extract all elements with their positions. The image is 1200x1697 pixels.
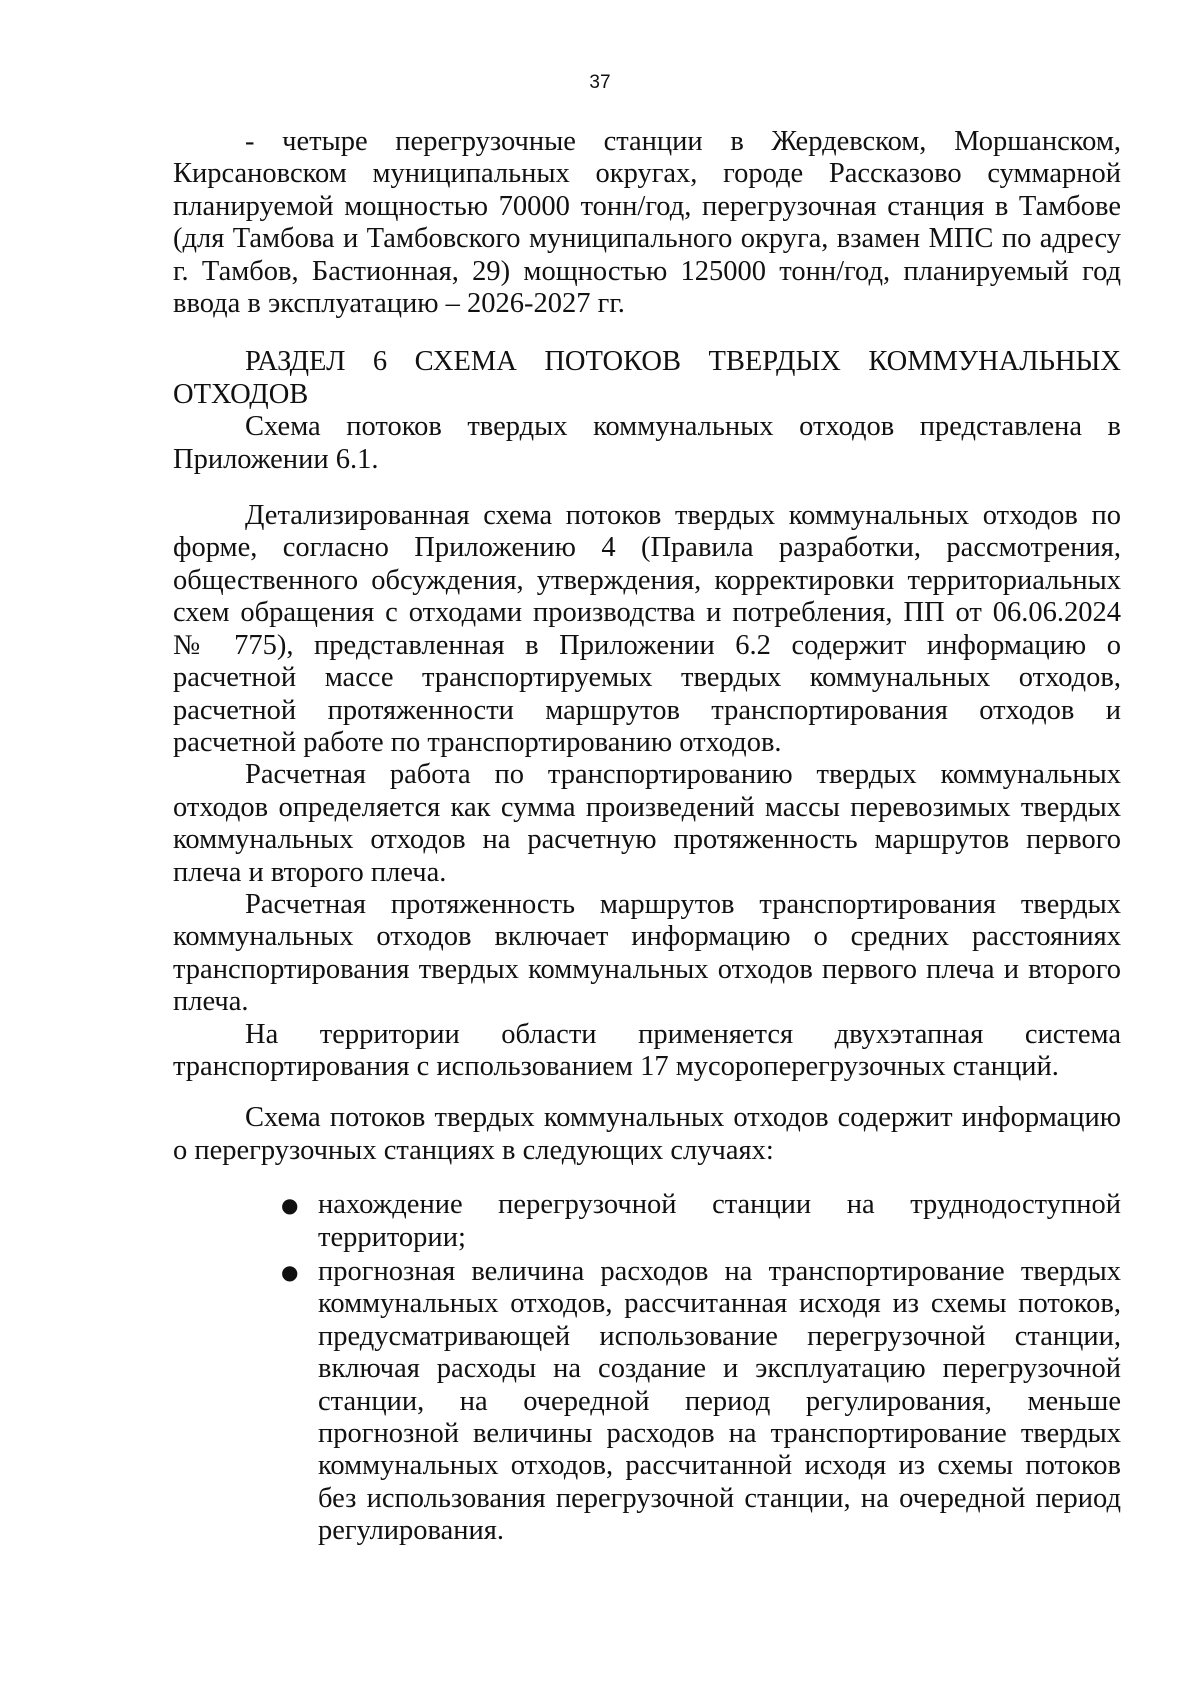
list-item-text: прогнозная величина расходов на транспортирование твердых коммунальных отходов, рассчитанная исходя из схемы потоков, предусматривающей использование перегрузочной станции, включая расходы на создание и эксплуатацию перегрузочной станции, на очередной период регулирования, меньше прогнозной величины расходов на транспортирование твердых коммунальных отходов, рассчитанной исходя из схемы потоков без использования перегрузочной станции, на очередной период регулирования. (318, 1256, 1121, 1547)
paragraph-calculated-work: Расчетная работа по транспортированию твердых коммунальных отходов определяется как сумма произведений массы перевозимых твердых коммунальных отходов на расчетную протяженность маршрутов первого плеча и второго плеча. (173, 759, 1121, 888)
section-heading: РАЗДЕЛ 6 СХЕМА ПОТОКОВ ТВЕРДЫХ КОММУНАЛЬНЫХ ОТХОДОВ (173, 346, 1121, 410)
paragraph-detailed-scheme: Детализированная схема потоков твердых коммунальных отходов по форме, согласно Приложению 4 (Правила разработки, рассмотрения, общественного обсуждения, утверждения, корректировки территориальных схем обращения с отходами производства и потребления, ПП от 06.06.2024 № 775), представленная в Приложении 6.2 содержит информацию о расчетной массе транспортируемых твердых коммунальных отходов, расчетной протяженности маршрутов транспортирования отходов и расчетной работе по транспортированию отходов. (173, 500, 1121, 758)
paragraph-scheme-intro: Схема потоков твердых коммунальных отходов представлена в Приложении 6.1. (173, 411, 1121, 475)
page-number: 37 (589, 72, 611, 93)
bullet-icon: ● (281, 1193, 299, 1218)
paragraph-two-stage-system: На территории области применяется двухэтапная система транспортирования с использованием 17 мусороперегрузочных станций. (173, 1018, 1121, 1082)
page-content (173, 126, 1121, 1548)
paragraph-calculated-length: Расчетная протяженность маршрутов транспортирования твердых коммунальных отходов включает информацию о средних расстояниях транспортирования твердых коммунальных отходов первого плеча и второго плеча. (173, 888, 1121, 1018)
bullet-icon: ● (281, 1260, 299, 1284)
paragraph-transfer-stations: - четыре перегрузочные станции в Жердевском, Моршанском, Кирсановском муниципальных округах, городе Рассказово суммарной планируемой мощностью 70000 тонн/год, перегрузочная станция в Тамбове (для Тамбова и Тамбовского муниципального округа, взамен МПС по адресу г. Тамбов, Бастионная, 29) мощностью 125000 тонн/год, планируемый год ввода в эксплуатацию – 2026-2027 гг. (173, 126, 1121, 320)
list-item-text: нахождение перегрузочной станции на труднодоступной территории; (318, 1189, 1121, 1253)
list-item (173, 1189, 1121, 1254)
list-item (173, 1256, 1121, 1548)
paragraph-cases-intro: Схема потоков твердых коммунальных отходов содержит информацию о перегрузочных станциях в следующих случаях: (173, 1102, 1121, 1166)
cases-list (173, 1189, 1121, 1547)
